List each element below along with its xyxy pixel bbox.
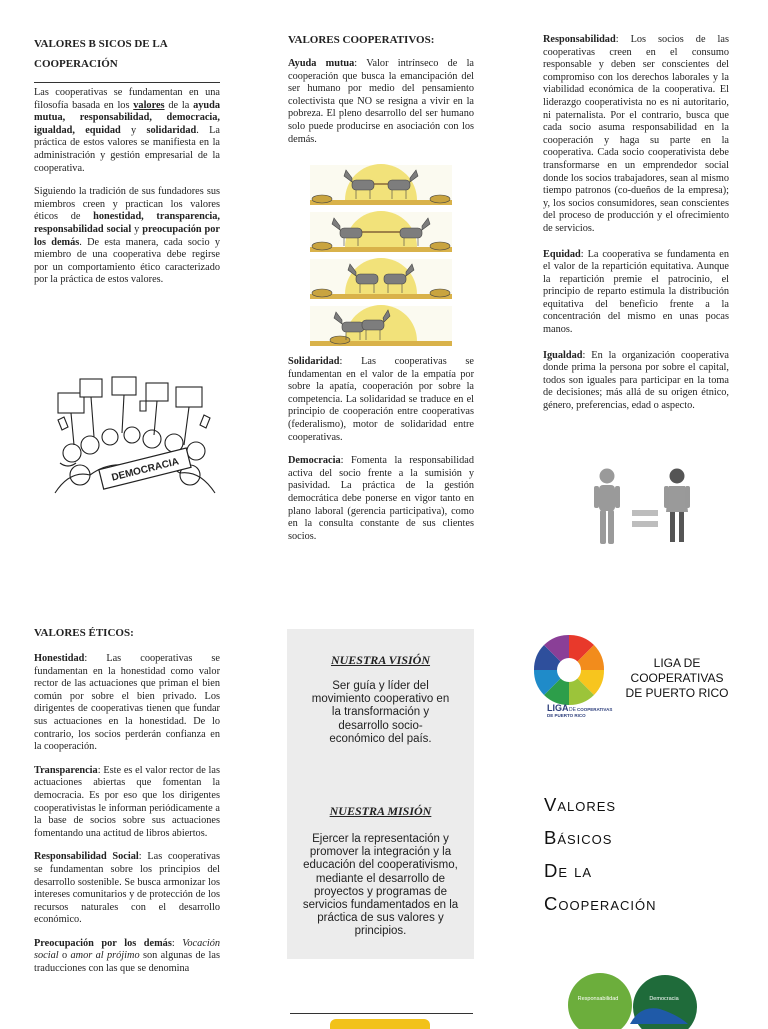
column-valores-eticos xyxy=(34,627,220,987)
heading-underline xyxy=(34,82,220,83)
circle-label-responsabilidad: Responsabilidad xyxy=(577,996,619,1002)
intro-paragraph: Las cooperativas se fundamentan en una filosofía basada en los valores de la ayuda mutua, responsabilidad, democracia, igualdad, equidad y solidaridad. La práctica de estos valores se manifiesta en la administración y gestión empresarial de la cooperativa. xyxy=(34,87,221,174)
logo-pr-text: DE PUERTO RICO xyxy=(547,713,586,718)
responsabilidad-paragraph: Responsabilidad: Los socios de las cooperativas creen en el consumo responsable y deben ser conscientes del compromiso con los derechos laborales y la viabilidad económica de la cooperativa. El liderazgo cooperativista no es ni autoritario, ni paternalista. Por el contrario, busca que cada socio asuma responsabilidad en la cooperación y haga su parte en la cooperativa. Cada socio cooperativista debe transformarse en un emprendedor social donde los socios trabajadores, sean al mismo tiempo patronos (co-dueños de la empresa); y, los socios consumidores, sean conscientes del proceso de producción y el ofrecimiento de servicios. xyxy=(543,34,729,234)
liga-logo xyxy=(533,633,613,723)
crowd-democracia-illustration xyxy=(50,375,220,500)
logo-liga-text: LIGA xyxy=(547,703,569,713)
vision-title: NUESTRA VISIÓN xyxy=(330,653,431,667)
equidad-paragraph: Equidad: La cooperativa se fundamenta en el valor de la repartición equitativa. Aunque la repartición premie el patrocinio, el principio de reparto estimula la distribución equitativa del beneficio frente a la concentración del mismo en unas pocas manos. xyxy=(543,248,729,336)
org-line-2: COOPERATIVAS xyxy=(630,671,724,685)
title-line-1: Valores xyxy=(544,794,617,815)
democracia-banner-text: DEMOCRACIA xyxy=(110,456,181,484)
preocupacion-paragraph: Preocupación por los demás: Vocación social o amor al prójimo son algunas de las traducciones con las que se denomina xyxy=(34,937,221,975)
vision-text: Ser guía y líder del movimiento cooperativo en la transformación y desarrollo socio-económico del país. xyxy=(311,680,450,745)
title-line-4: Cooperación xyxy=(544,893,657,914)
donkeys-cooperation-cartoon xyxy=(310,162,452,352)
heading-line-2: COOPERACIÓN xyxy=(34,58,118,70)
ayuda-mutua-paragraph: Ayuda mutua: Valor intrínseco de la cooperación que busca la emancipación del ser humano por medio del pensamiento colectivista que NO se resigna a vivir en la pobreza. El pleno desarrollo del ser humano solo puede producirse en asociación con los demás. xyxy=(288,58,474,145)
org-line-1: LIGA DE xyxy=(653,656,701,670)
values-circles-graphic xyxy=(560,975,700,1024)
section-heading xyxy=(34,34,220,74)
section-heading: VALORES COOPERATIVOS: xyxy=(288,34,435,46)
mission-title: NUESTRA MISIÓN xyxy=(329,804,432,819)
org-line-3: DE PUERTO RICO xyxy=(625,686,729,700)
logo-cooperativas-text: COOPERATIVAS xyxy=(577,707,613,712)
title-line-2: Básicos xyxy=(544,827,613,848)
tradition-paragraph: Siguiendo la tradición de sus fundadores sus miembros creen y practican los valores éticos de honestidad, transparencia, responsabilidad social y preocupación por los demás. De esta manera, cada socio y miembro de una cooperativa debe regirse por un comportamiento ético caracterizado por la práctica de estos valores. xyxy=(34,186,221,286)
heading-line-1: VALORES B SICOS DE LA xyxy=(34,38,168,50)
yellow-tab xyxy=(330,1019,430,1029)
vision-mission-panel xyxy=(287,629,474,959)
solidaridad-paragraph: Solidaridad: Las cooperativas se fundamentan en el valor de la empatía por sobre la apatía, cooperación por sobre la competencia. La solidaridad se traduce en el principio de cooperación entre cooperativas (federalismo), motor de solidaridad entre cooperativas. xyxy=(288,356,474,443)
panel-divider xyxy=(290,1013,473,1014)
transparencia-paragraph: Transparencia: Este es el valor rector de las actuaciones abiertas que fomentan la democracia. Es por eso que los dirigentes cooperativistas le informan periódicamente a la base de socios sobre sus actuaciones fomentando una actitud de libros abiertos. xyxy=(34,764,220,839)
mission-text: Ejercer la representación y promover la integración y la educación del cooperativismo, mediante el desarrollo de proyectos y programas de servicios fundamentados en la práctica de sus valores y principios. xyxy=(302,833,459,938)
column-valores-basicos xyxy=(34,34,220,298)
responsabilidad-social-paragraph: Responsabilidad Social: Las cooperativas se fundamentan sobre los principios del desarrollo sostenible. Se busca armonizar los intereses comunitarios y de protección de los recursos naturales con el desarrollo económico. xyxy=(34,851,220,926)
logo-de-text: DE xyxy=(569,707,576,713)
brochure-title xyxy=(544,788,744,920)
equality-figures-illustration xyxy=(590,466,695,552)
organization-name xyxy=(612,656,742,701)
title-line-3: De la xyxy=(544,860,593,881)
column-valores-cooperativos-3 xyxy=(543,34,729,424)
circle-label-democracia: Democracia xyxy=(649,996,679,1002)
column-valores-cooperativos xyxy=(288,34,474,157)
igualdad-paragraph: Igualdad: En la organización cooperativa donde prima la persona por sobre el capital, todos son iguales para participar en la toma de decisiones; más allá de su origen étnico, género, preferencias, edad o aspecto. xyxy=(543,349,729,412)
section-heading: VALORES ÉTICOS: xyxy=(34,627,134,639)
democracia-paragraph: Democracia: Fomenta la responsabilidad activa del socio frente a la sumisión y pasividad. La práctica de la gestión democrática debe ponerse en vigor tanto en plano laboral (gerencia participativa), como en la consulta constante de sus clientes socios. xyxy=(288,455,474,542)
column-valores-cooperativos-continued xyxy=(288,356,474,554)
honestidad-paragraph: Honestidad: Las cooperativas se fundamentan en la honestidad como valor rector de las actuaciones que priman el bien común por sobre el bien privado. Los dirigentes de cooperativas tienen que fundar sus actuaciones en la honestidad. De lo contrario, los socios perderán confianza en la cooperación. xyxy=(34,653,220,753)
